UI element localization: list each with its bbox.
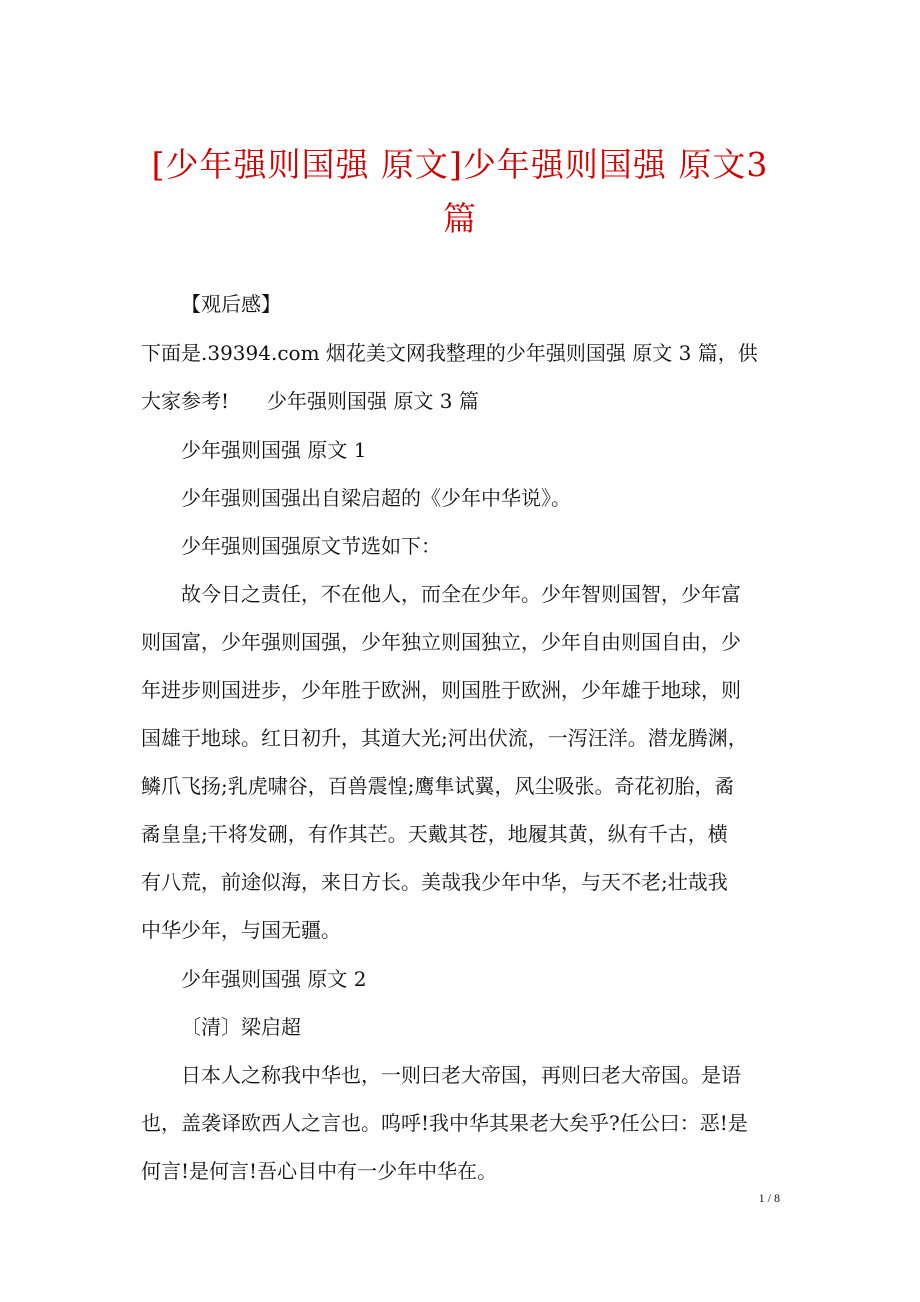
section1-heading: 少年强则国强 原文 1 — [181, 438, 367, 462]
title-line-2: 篇 — [443, 199, 477, 238]
section1-intro: 少年强则国强原文节选如下： — [181, 534, 441, 558]
passage-line: 国雄于地球。红日初升，其道大光;河出伏流，一泻汪洋。潜龙腾渊， — [141, 726, 748, 750]
passage-line: 则国富，少年强则国强，少年独立则国独立，少年自由则国自由，少 — [141, 630, 741, 654]
section2-author: 〔清〕梁启超 — [181, 1015, 301, 1039]
section2-line: 何言!是何言!吾心目中有一少年中华在。 — [141, 1159, 498, 1183]
passage-line: 有八荒，前途似海，来日方长。美哉我少年中华，与天不老;壮哉我 — [141, 870, 728, 894]
section1-source: 少年强则国强出自梁启超的《少年中华说》。 — [181, 486, 571, 510]
intro-line-2 — [141, 387, 479, 415]
section2-line: 也，盖袭译欧西人之言也。呜呼!我中华其果老大矣乎?任公曰：恶!是 — [141, 1111, 748, 1135]
intro-line-2a: 大家参考! — [141, 389, 230, 413]
passage-line: 中华少年，与国无疆。 — [141, 918, 341, 942]
section2-line: 日本人之称我中华也，一则曰老大帝国，再则曰老大帝国。是语 — [181, 1063, 741, 1087]
intro-line-1: 下面是.39394.com 烟花美文网我整理的少年强则国强 原文 3 篇，供 — [141, 341, 758, 365]
document-title — [110, 138, 810, 246]
section2-heading: 少年强则国强 原文 2 — [181, 967, 367, 991]
category-label: 【观后感】 — [181, 292, 281, 316]
page-number: 1 / 8 — [758, 1191, 780, 1205]
intro-line-2b: 少年强则国强 原文 3 篇 — [267, 389, 479, 413]
title-line-1: [少年强则国强 原文]少年强则国强 原文3 — [151, 145, 769, 184]
passage-line: 年进步则国进步，少年胜于欧洲，则国胜于欧洲，少年雄于地球，则 — [141, 678, 741, 702]
passage-line: 故今日之责任，不在他人，而全在少年。少年智则国智，少年富 — [181, 582, 741, 606]
passage-line: 鳞爪飞扬;乳虎啸谷，百兽震惶;鹰隼试翼，风尘吸张。奇花初胎，矞 — [141, 774, 735, 798]
passage-line: 矞皇皇;干将发硎，有作其芒。天戴其苍，地履其黄，纵有千古，横 — [141, 822, 728, 846]
